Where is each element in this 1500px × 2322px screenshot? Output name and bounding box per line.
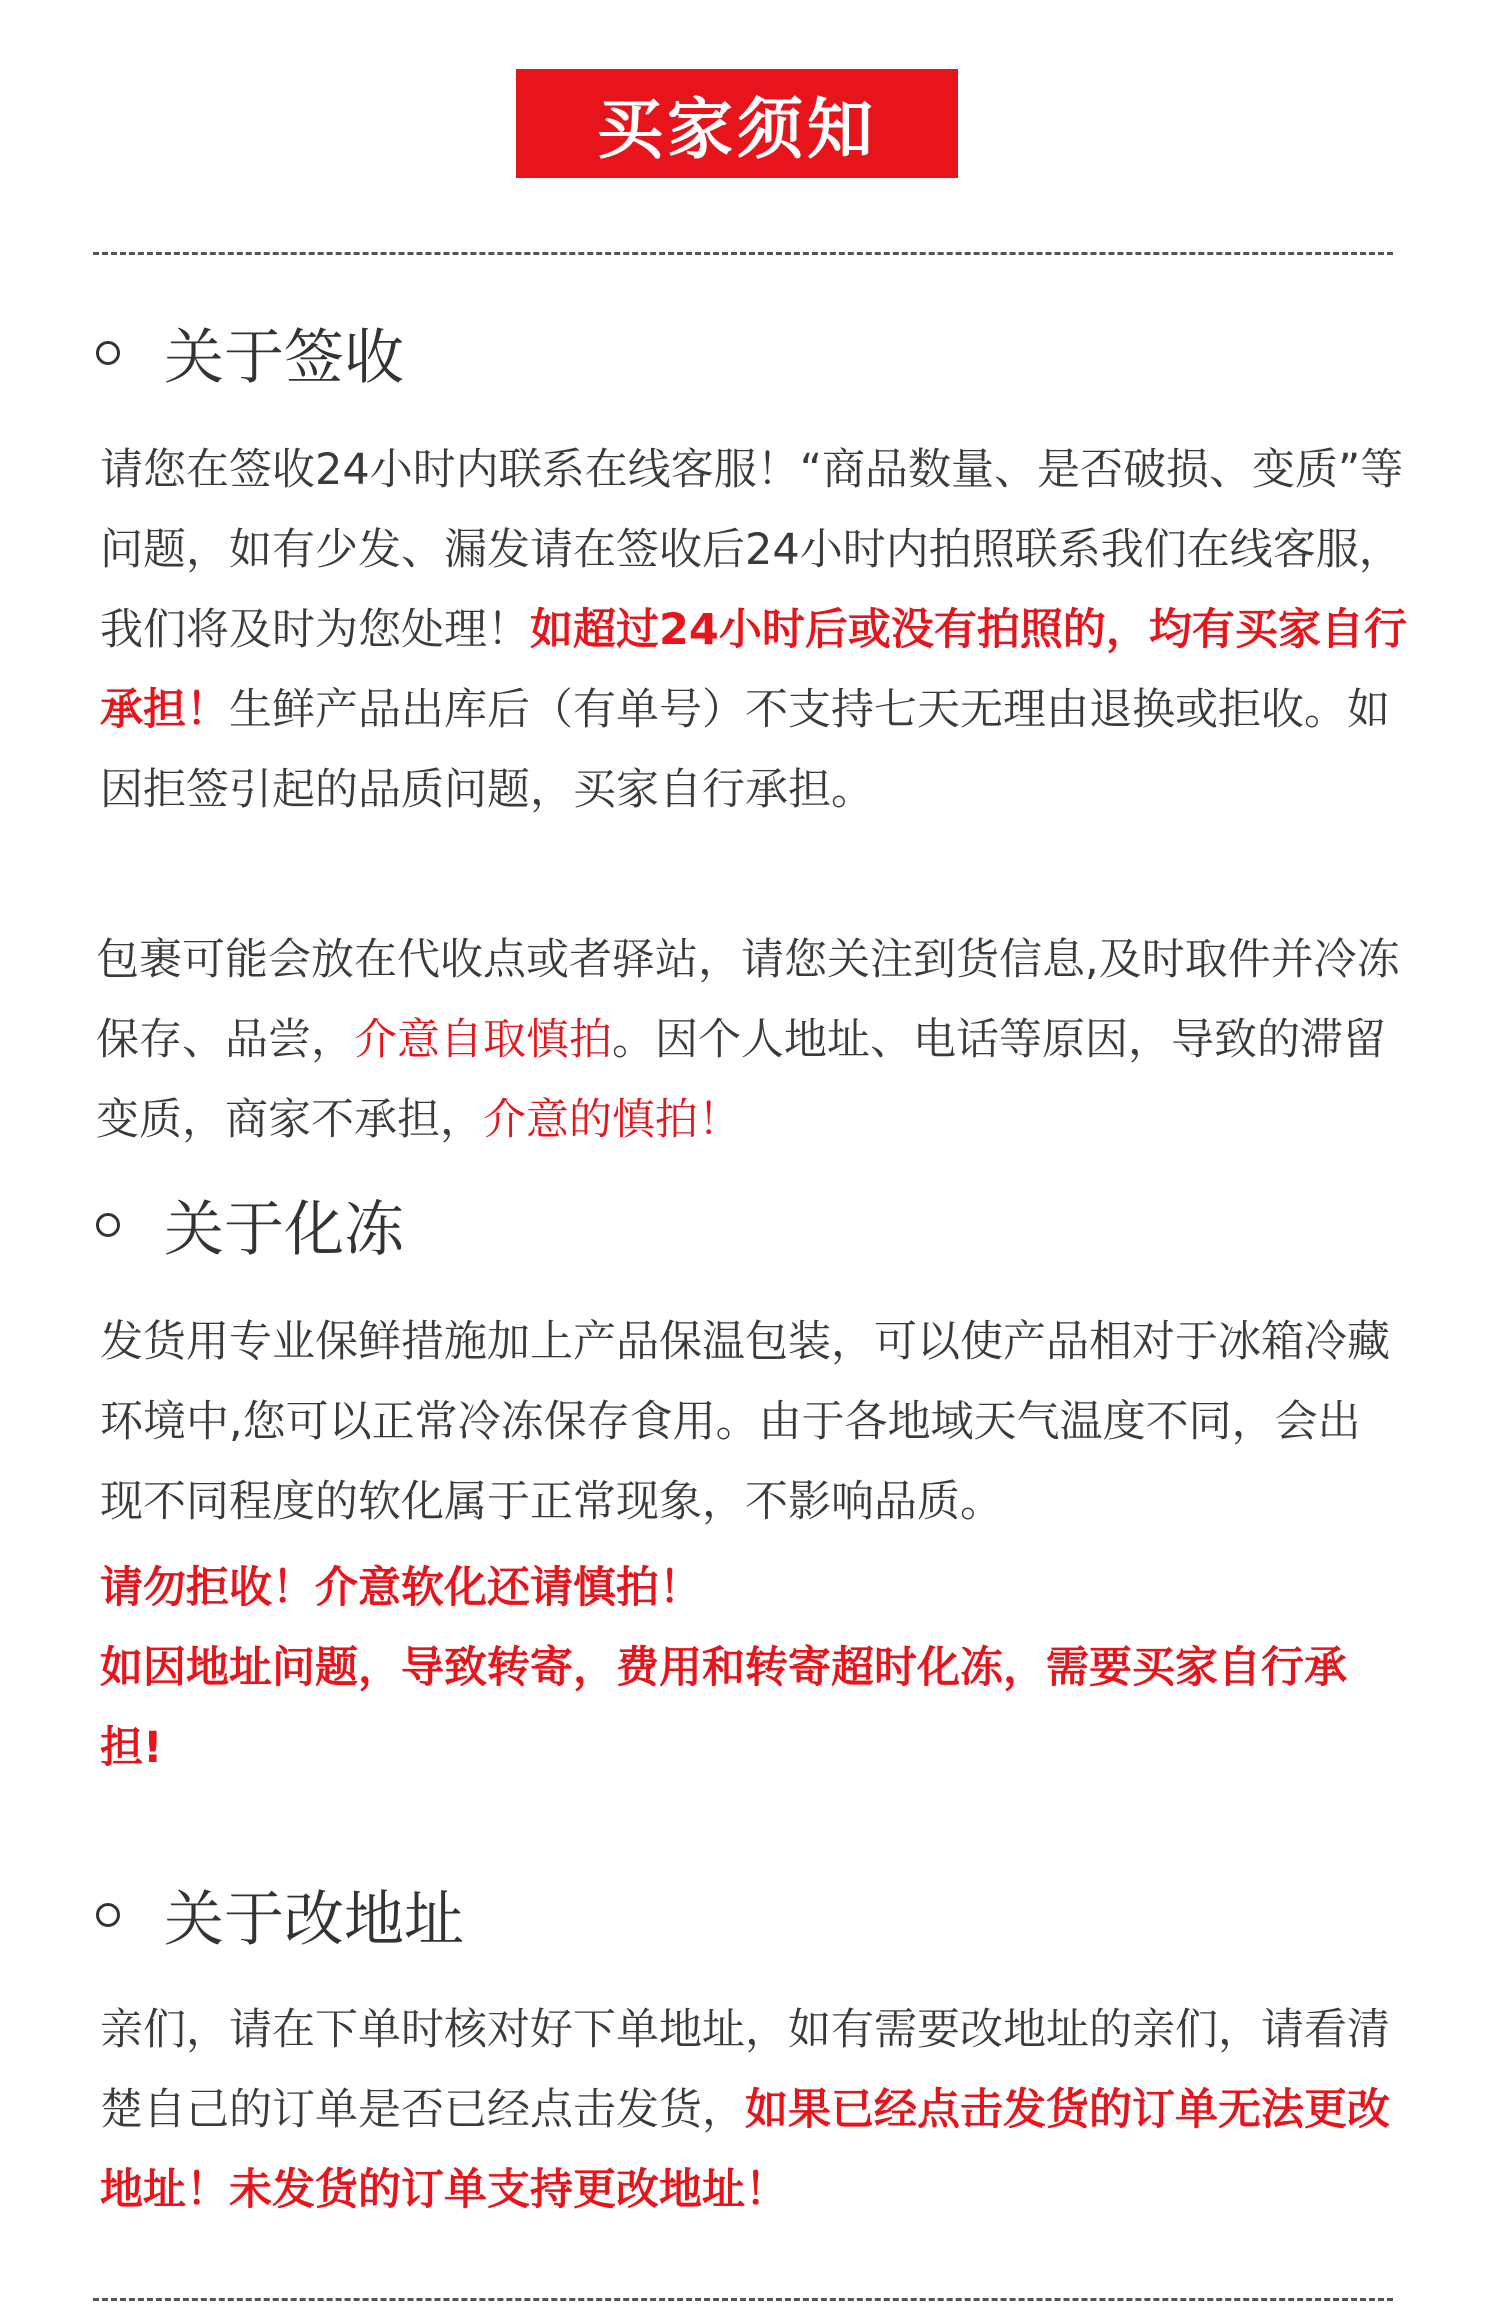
section-heading-label: 关于改地址 <box>164 1885 464 1955</box>
section-heading-thaw <box>96 1180 404 1270</box>
thaw-warning-text-2: 如因地址问题，导致转寄，费用和转寄超时化冻，需要买家自行承担! <box>100 1643 1347 1773</box>
thaw-warning-1 <box>100 1548 1420 1628</box>
section-heading-label: 关于签收 <box>164 323 404 393</box>
pickup-text-2: 。因个人地址、电话等原因，导致的滞留变质，商家不承担， <box>96 1015 1386 1145</box>
sign-warning-1: 如超过24小时后或没有拍照的，均有买家自行承担！ <box>100 605 1407 735</box>
address-text: 亲们，请在下单时核对好下单地址，如有需要改地址的亲们，请看清楚自己的订单是否已经点击发货， <box>100 2005 1390 2135</box>
address-paragraph <box>100 1990 1400 2230</box>
pickup-warning-2: 介意的慎拍！ <box>483 1095 741 1145</box>
thaw-paragraph <box>100 1302 1400 1542</box>
bullet-circle-icon <box>96 1213 120 1237</box>
sign-paragraph-1 <box>100 430 1410 830</box>
sign-paragraph-2 <box>96 920 1416 1160</box>
bullet-circle-icon <box>96 341 120 365</box>
thaw-text: 发货用专业保鲜措施加上产品保温包装，可以使产品相对于冰箱冷藏环境中,您可以正常冷冻保存食用。由于各地域天气温度不同，会出现不同程度的软化属于正常现象，不影响品质。 <box>100 1317 1390 1527</box>
sign-text-1: 请您在签收24小时内联系在线客服！“商品数量、是否破损、变质”等问题，如有少发、漏发请在签收后24小时内拍照联系我们在线客服，我们将及时为您处理！ <box>100 445 1404 655</box>
bullet-circle-icon <box>96 1903 120 1927</box>
thaw-warning-text-1: 请勿拒收！介意软化还请慎拍！ <box>100 1563 702 1613</box>
section-heading-label: 关于化冻 <box>164 1195 404 1265</box>
address-warning: 如果已经点击发货的订单无法更改地址！未发货的订单支持更改地址！ <box>100 2085 1390 2215</box>
pickup-warning-1: 介意自取慎拍 <box>354 1015 612 1065</box>
page-title: 买家须知 <box>516 69 958 178</box>
pickup-text-1: 包裹可能会放在代收点或者驿站，请您关注到货信息,及时取件并冷冻保存、品尝， <box>96 935 1400 1065</box>
section-heading-address <box>96 1870 464 1960</box>
divider-top <box>93 252 1393 255</box>
sign-text-2: 生鲜产品出库后（有单号）不支持七天无理由退换或拒收。如因拒签引起的品质问题，买家自行承担。 <box>100 685 1390 815</box>
thaw-warning-2 <box>100 1628 1360 1788</box>
section-heading-sign <box>96 308 404 398</box>
divider-bottom <box>93 2298 1393 2301</box>
